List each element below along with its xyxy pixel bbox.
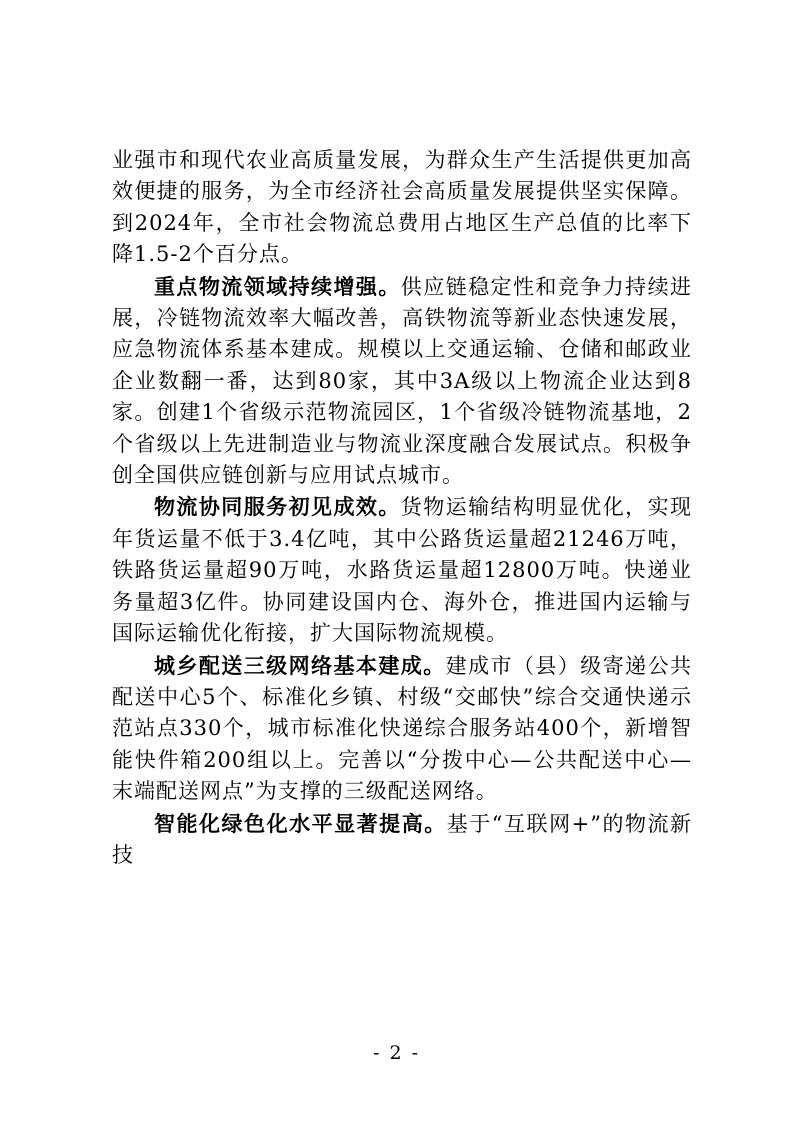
paragraph-2-heading: 重点物流领域持续增强。	[154, 273, 401, 299]
paragraph-4-text: 建成市（县）级寄递公共配送中心5个、标准化乡镇、村级“交邮快”综合交通快递示范站点330个，城市标准化快递综合服务站400个，新增智能快件箱200组以上。完善以“分拨中心—公共配送中心—末端配送网点”为支撑的三级配送网络。	[112, 653, 693, 804]
paragraph-1	[112, 144, 692, 271]
paragraph-1-text: 业强市和现代农业高质量发展，为群众生产生活提供更加高效便捷的服务，为全市经济社会高质量发展提供坚实保障。到2024年，全市社会物流总费用占地区生产总值的比率下降1.5-2个百分点。	[112, 148, 692, 267]
paragraph-4	[112, 650, 692, 808]
paragraph-3-heading: 物流协同服务初见成效。	[154, 494, 401, 520]
paragraph-3-text: 货物运输结构明显优化，实现年货运量不低于3.4亿吨，其中公路货运量超21246万吨，铁路货运量超90万吨，水路货运量超12800万吨。快递业务量超3亿件。协同建设国内仓、海外仓，推进国内运输与国际运输优化衔接，扩大国际物流规模。	[112, 495, 693, 646]
paragraph-2-text: 供应链稳定性和竞争力持续进展，冷链物流效率大幅改善，高铁物流等新业态快速发展，应急物流体系基本建成。规模以上交通运输、仓储和邮政业企业数翻一番，达到80家，其中3A级以上物流企业达到8家。创建1个省级示范物流园区，1个省级冷链物流基地，2个省级以上先进制造业与物流业深度融合发展试点。积极争创全国供应链创新与应用试点城市。	[112, 274, 693, 488]
paragraph-4-heading: 城乡配送三级网络基本建成。	[154, 652, 446, 678]
paragraph-5-text: 基于“互联网+”的物流新技	[112, 811, 692, 867]
paragraph-5-heading: 智能化绿色化水平显著提高。	[154, 810, 447, 836]
page-number: - 2 -	[372, 1042, 420, 1064]
paragraph-2	[112, 271, 692, 492]
paragraph-3	[112, 491, 692, 649]
paragraph-5	[112, 808, 692, 872]
body-text	[112, 144, 692, 871]
